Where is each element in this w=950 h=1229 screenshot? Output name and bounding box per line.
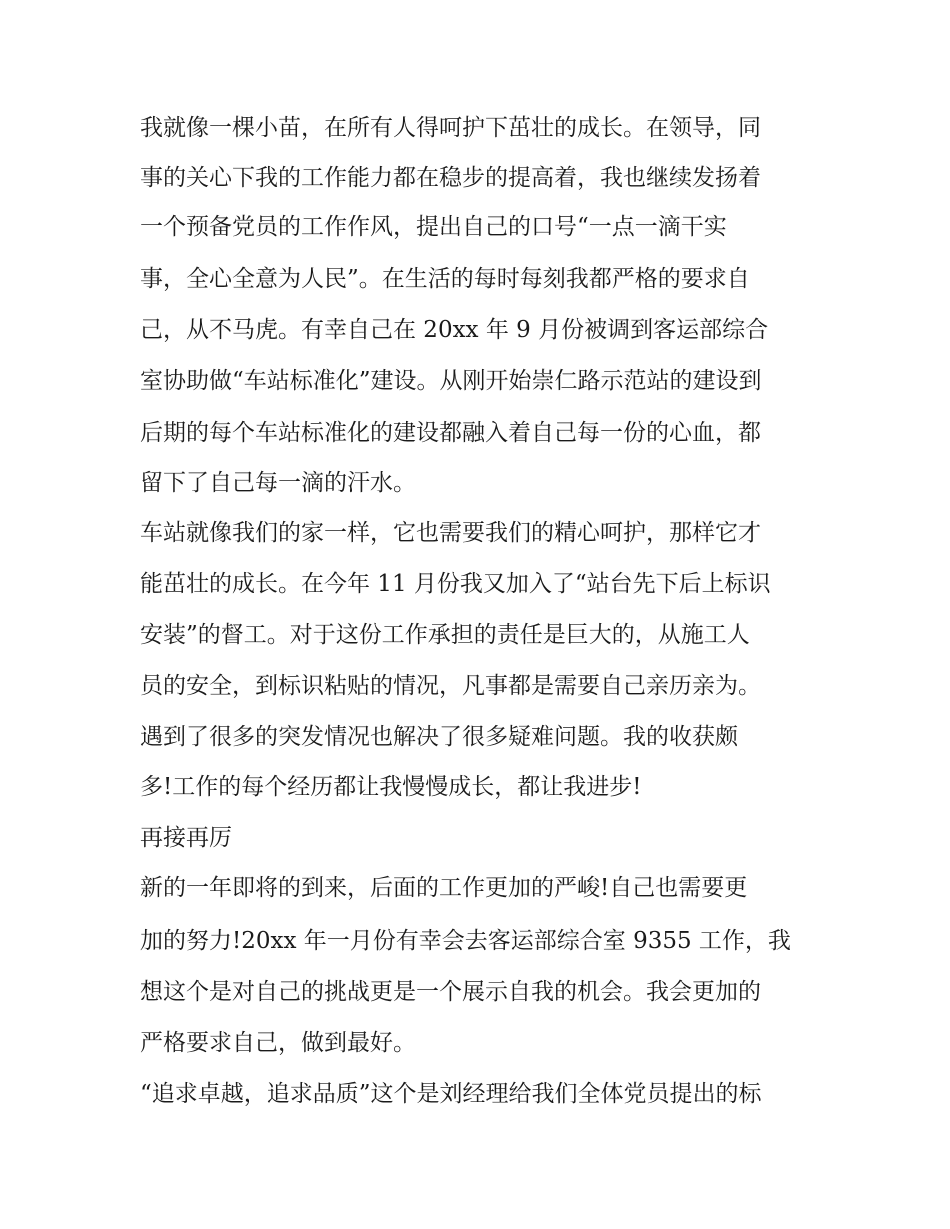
text-line: 留下了自己每一滴的汗水。 [140,470,416,496]
section-heading: 再接再厉 [140,825,232,851]
text-line: 事，全心全意为人民”。在生活的每时每刻我都严格的要求自 [140,266,750,292]
text-line: 严格要求自己，做到最好。 [140,1030,416,1056]
text-line: 新的一年即将的到来，后面的工作更加的严峻!自己也需要更 [140,875,748,901]
text-line: 加的努力!20xx 年一月份有幸会去客运部综合室 9355 工作，我 [140,928,791,954]
text-line: 安装”的督工。对于这份工作承担的责任是巨大的，从施工人 [140,622,750,648]
text-line: 后期的每个车站标准化的建设都融入着自己每一份的心血，都 [140,420,761,446]
text-line: 己，从不马虎。有幸自己在 20xx 年 9 月份被调到客运部综合 [140,317,769,343]
text-line: 员的安全，到标识粘贴的情况，凡事都是需要自己亲历亲为。 [140,673,761,699]
text-line: 室协助做“车站标准化”建设。从刚开始崇仁路示范站的建设到 [140,368,762,394]
text-line: 车站就像我们的家一样，它也需要我们的精心呵护，那样它才 [140,520,761,546]
text-line: 想这个是对自己的挑战更是一个展示自我的机会。我会更加的 [140,979,761,1005]
text-line: 事的关心下我的工作能力都在稳步的提高着，我也继续发扬着 [140,165,761,191]
text-line: 能茁壮的成长。在今年 11 月份我又加入了“站台先下后上标识 [140,571,771,597]
text-line: 多!工作的每个经历都让我慢慢成长，都让我进步! [140,774,642,800]
text-line: 我就像一棵小苗，在所有人得呵护下茁壮的成长。在领导，同 [140,115,761,141]
text-line: “追求卓越，追求品质”这个是刘经理给我们全体党员提出的标 [140,1081,762,1107]
text-line: 遇到了很多的突发情况也解决了很多疑难问题。我的收获颇 [140,724,738,750]
text-line: 一个预备党员的工作作风，提出自己的口号“一点一滴干实 [140,214,727,240]
